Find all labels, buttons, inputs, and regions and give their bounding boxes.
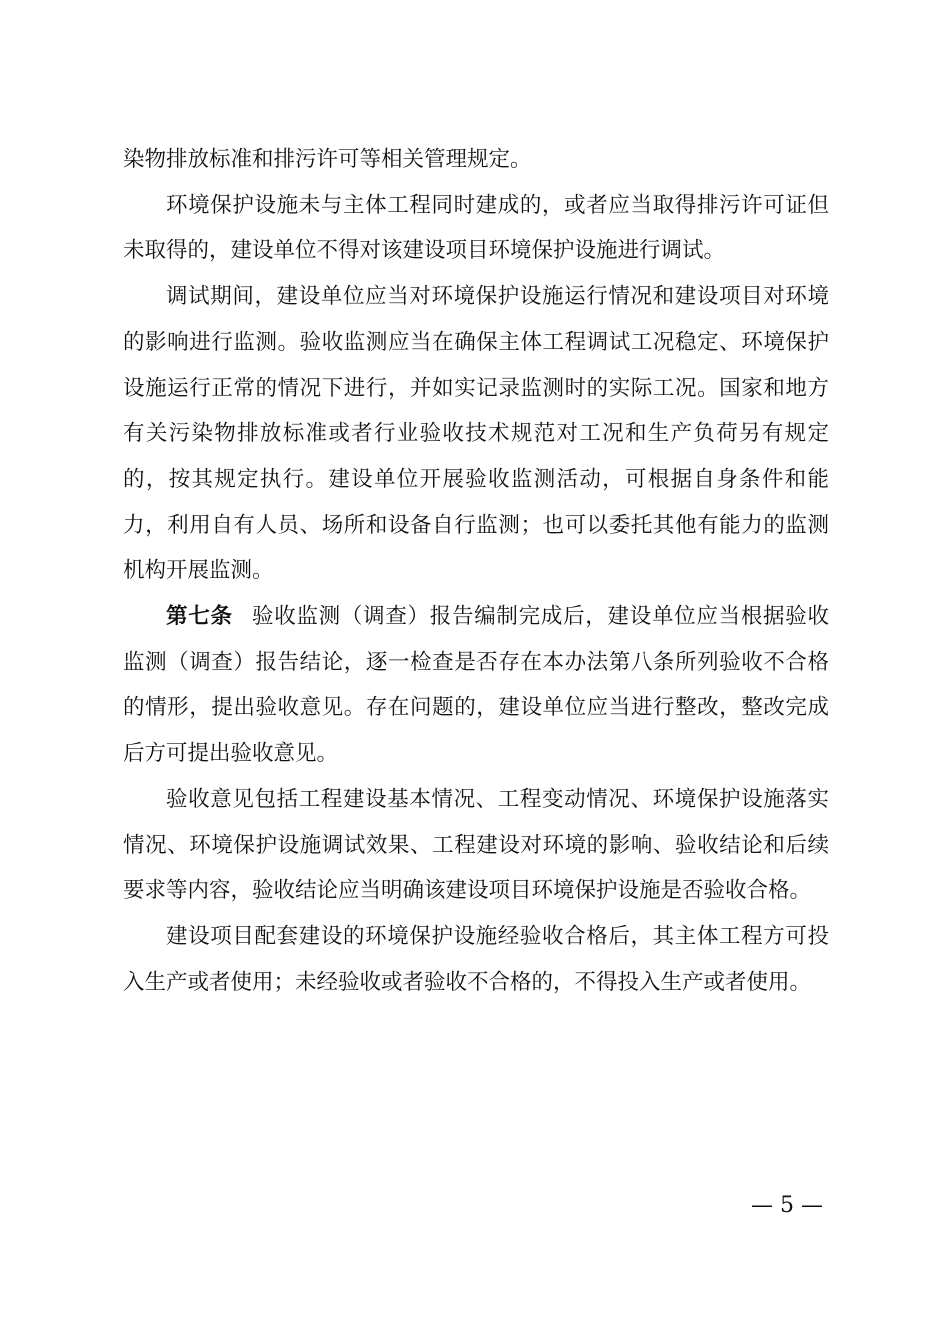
paragraph-continuation: 染物排放标准和排污许可等相关管理规定。 (123, 147, 532, 172)
page-number: — 5 — (751, 1193, 823, 1218)
document-body (123, 137, 829, 1005)
paragraph: 建设项目配套建设的环境保护设施经验收合格后，其主体工程方可投入生产或者使用；未经验收或者验收不合格的，不得投入生产或者使用。 (123, 923, 829, 995)
paragraph: 验收意见包括工程建设基本情况、工程变动情况、环境保护设施落实情况、环境保护设施调试效果、工程建设对环境的影响、验收结论和后续要求等内容，验收结论应当明确该建设项目环境保护设施是否验收合格。 (123, 786, 829, 904)
paragraph: 调试期间，建设单位应当对环境保护设施运行情况和建设项目对环境的影响进行监测。验收监测应当在确保主体工程调试工况稳定、环境保护设施运行正常的情况下进行，并如实记录监测时的实际工况。国家和地方有关污染物排放标准或者行业验收技术规范对工况和生产负荷另有规定的，按其规定执行。建设单位开展验收监测活动，可根据自身条件和能力，利用自有人员、场所和设备自行监测；也可以委托其他有能力的监测机构开展监测。 (123, 284, 829, 584)
paragraph: 环境保护设施未与主体工程同时建成的，或者应当取得排污许可证但未取得的，建设单位不得对该建设项目环境保护设施进行调试。 (123, 192, 829, 264)
article-heading: 第七条 (166, 604, 233, 630)
article-text: 验收监测（调查）报告编制完成后，建设单位应当根据验收监测（调查）报告结论，逐一检查是否存在本办法第八条所列验收不合格的情形，提出验收意见。存在问题的，建设单位应当进行整改，整改完成后方可提出验收意见。 (123, 604, 829, 767)
article-paragraph (123, 594, 829, 777)
